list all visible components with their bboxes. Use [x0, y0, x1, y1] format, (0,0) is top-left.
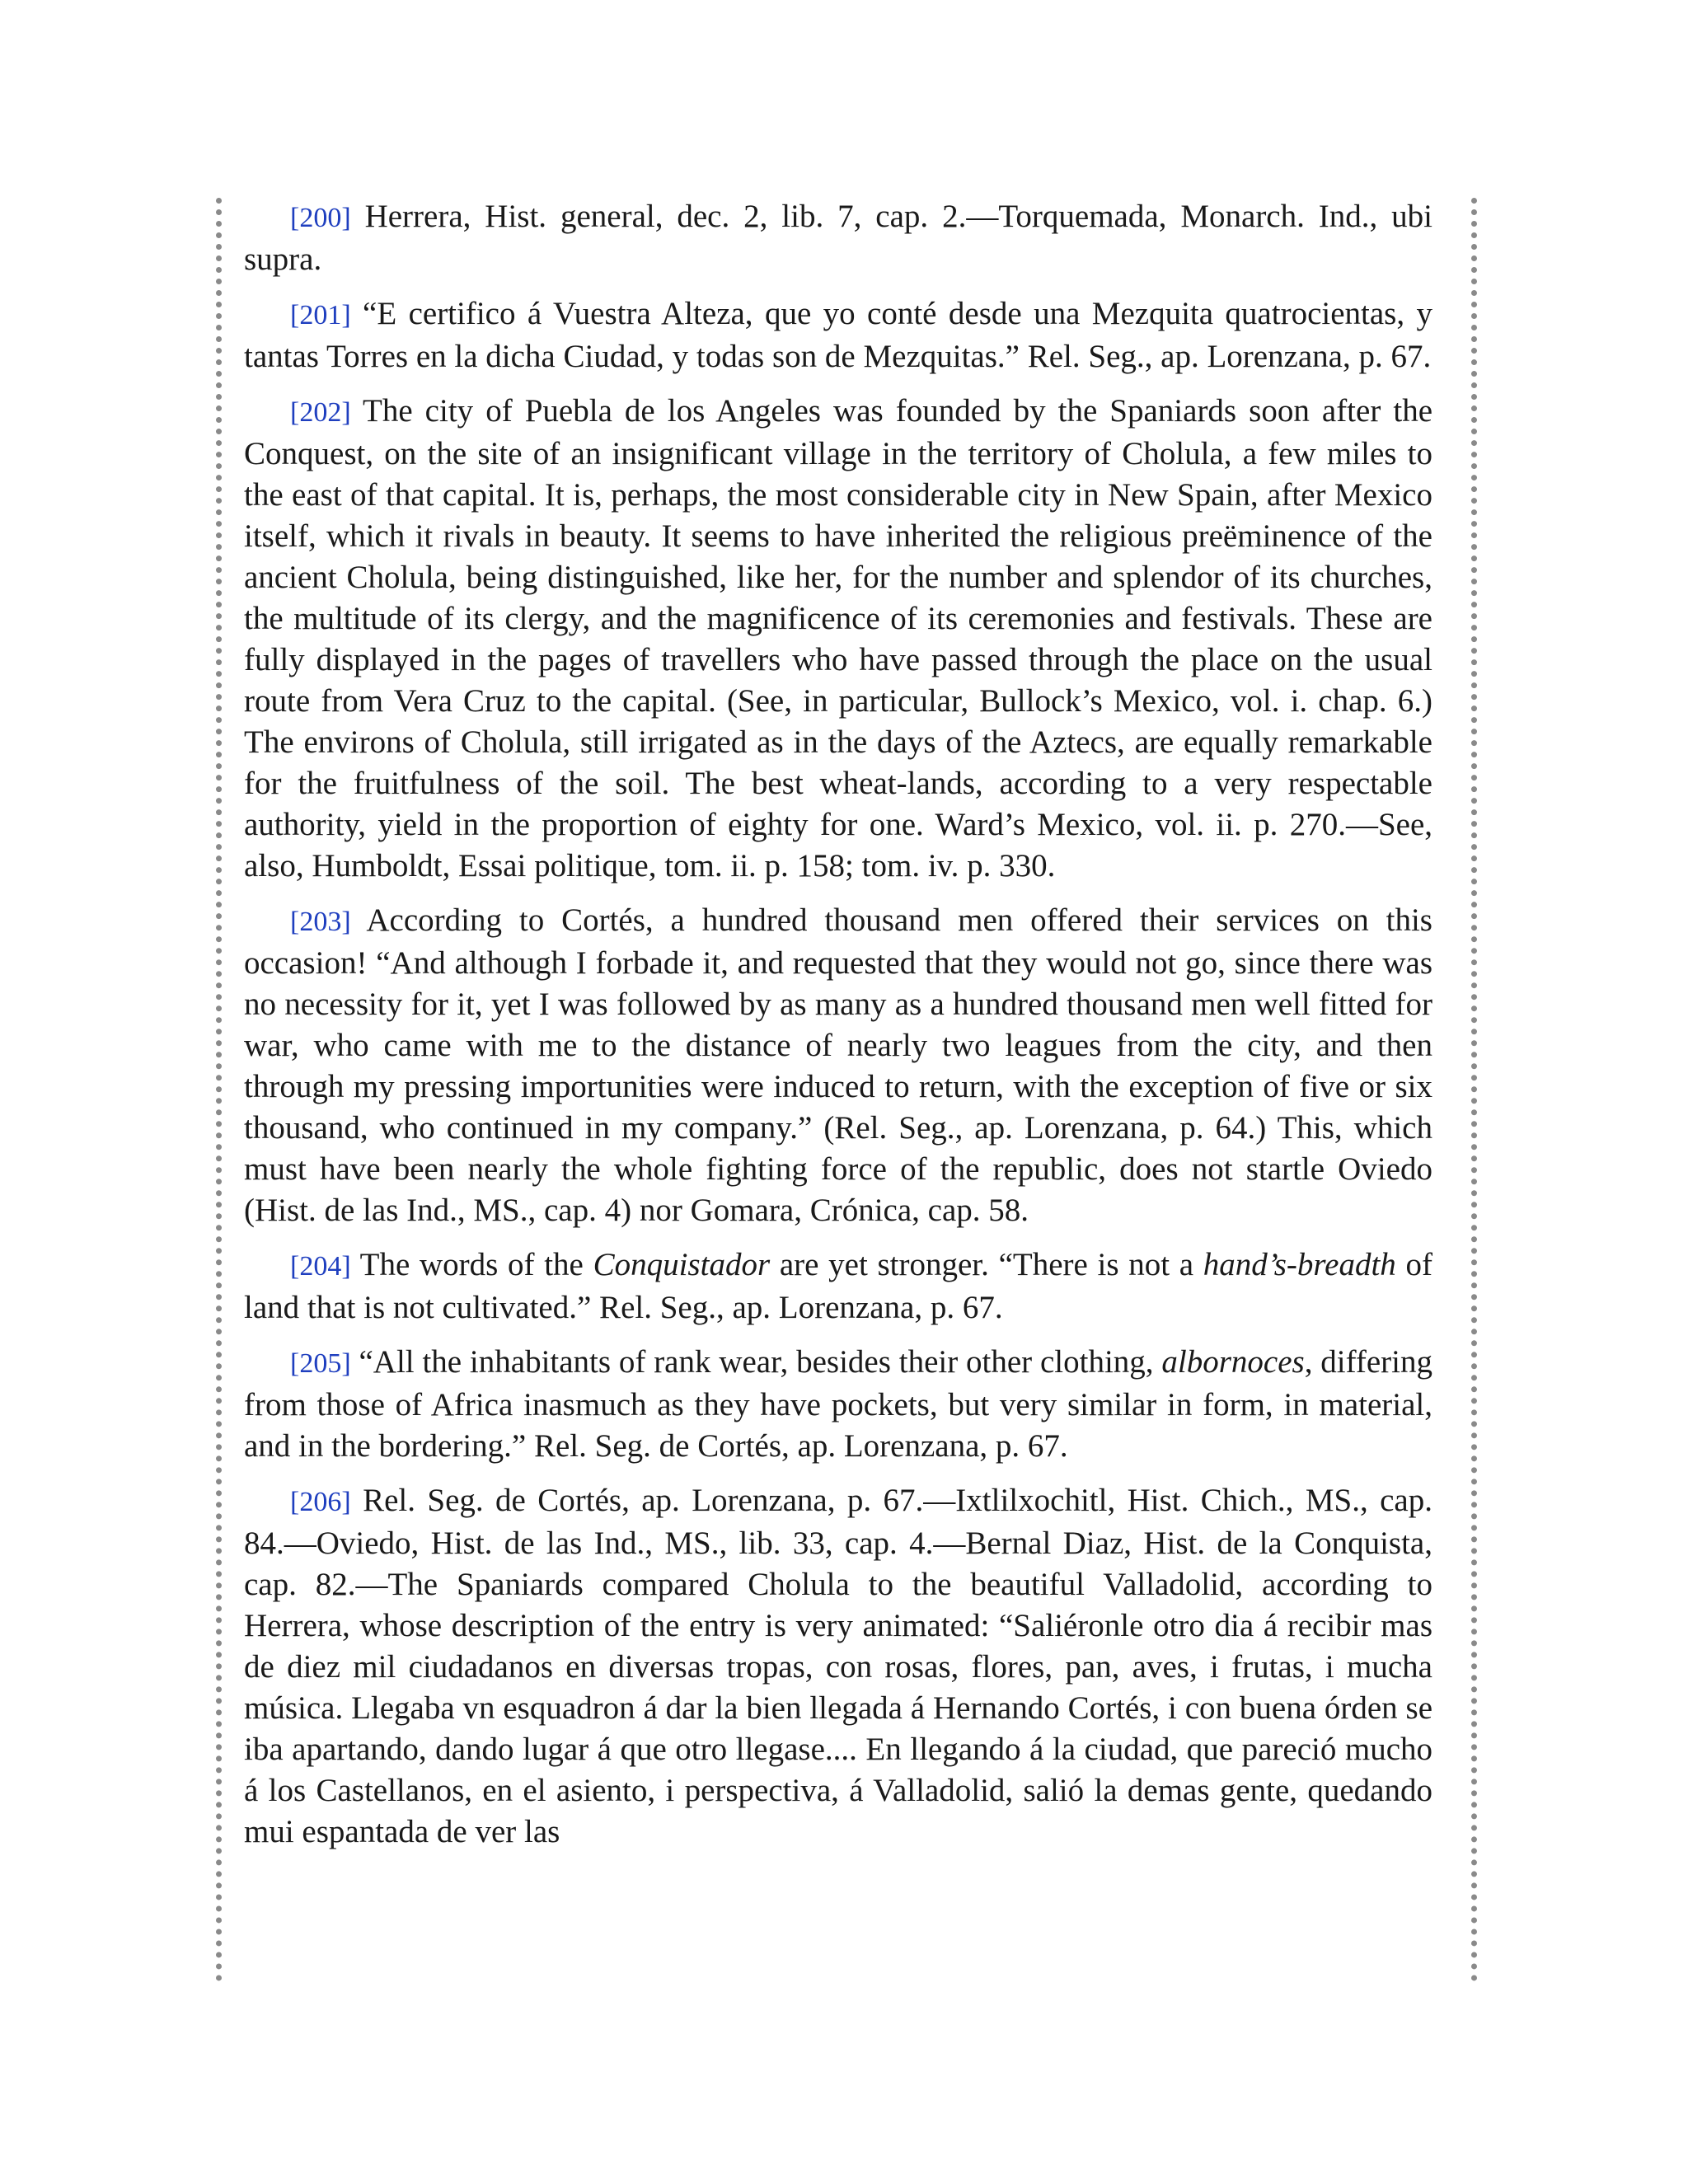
footnote: [244, 1480, 1432, 1853]
footnote-text: are yet stronger. “There is not a: [770, 1247, 1203, 1282]
footnote-text: of land that is not cultivated.” Rel. Seg., ap. Lorenzana, p. 67.: [244, 1247, 1432, 1325]
footnote-text: , differing from those of Africa inasmuch as they have pockets, but very similar in form, in material, and in the bordering.” Rel. Seg. de Cortés, ap. Lorenzana, p. 67.: [244, 1344, 1432, 1464]
footnote-text: “All the inhabitants of rank wear, besides their other clothing,: [359, 1344, 1162, 1380]
footnote-text: The words of the: [359, 1247, 593, 1282]
footnote-text: Herrera, Hist. general, dec. 2, lib. 7, cap. 2.—Torquemada, Monarch. Ind., ubi supra.: [244, 199, 1433, 277]
footnote: [244, 1342, 1432, 1467]
footnote-ref-link[interactable]: [202]: [290, 397, 351, 428]
footnote: [244, 391, 1432, 887]
footnote-text: Rel. Seg. de Cortés, ap. Lorenzana, p. 67.—Ixtlilxochitl, Hist. Chich., MS., cap. 84.—Oviedo, Hist. de las Ind., MS., lib. 33, cap. 4.—Bernal Diaz, Hist. de la Conquista, cap. 82.—The Spaniards compared Cholula to the beautiful Valladolid, according to Herrera, whose description of the entry is very animated: “Saliéronle otro dia á recibir mas de diez mil ciudadanos en diversas tropas, con rosas, flores, pan, aves, i frutas, i mucha música. Llegaba vn esquadron á dar la bien llegada á Hernando Cortés, i con buena órden se iba apartando, dando lugar á que otro llegase.... En llegando á la ciudad, que pareció mucho á los Castellanos, en el asiento, i perspectiva, á Valladolid, salió la demas gente, quedando mui espantada de ver las: [244, 1483, 1432, 1849]
footnote: [244, 293, 1432, 377]
footnote-ref-link[interactable]: [203]: [290, 907, 351, 937]
footnotes-section: [244, 196, 1432, 1866]
footnote-text: The city of Puebla de los Angeles was founded by the Spaniards soon after the Conquest, on the site of an insignificant village in the territory of Cholula, a few miles to the east of that capital. It is, perhaps, the most considerable city in New Spain, after Mexico itself, which it rivals in beauty. It seems to have inherited the religious preëminence of the ancient Cholula, being distinguished, like her, for the number and splendor of its churches, the multitude of its clergy, and the magnificence of its ceremonies and festivals. These are fully displayed in the pages of travellers who have passed through the place on the usual route from Vera Cruz to the capital. (See, in particular, Bullock’s Mexico, vol. i. chap. 6.) The environs of Cholula, still irrigated as in the days of the Aztecs, are equally remarkable for the fruitfulness of the soil. The best wheat-lands, according to a very respectable authority, yield in the proportion of eighty for one. Ward’s Mexico, vol. ii. p. 270.—See, also, Humboldt, Essai politique, tom. ii. p. 158; tom. iv. p. 330.: [244, 393, 1432, 883]
italic-text: hand’s-breadth: [1203, 1247, 1396, 1282]
footnote-ref-link[interactable]: [200]: [290, 203, 351, 233]
footnote-ref-link[interactable]: [205]: [290, 1348, 351, 1379]
footnote-ref-link[interactable]: [206]: [290, 1487, 351, 1517]
footnote: [244, 196, 1432, 280]
italic-text: Conquistador: [593, 1247, 771, 1282]
footnote-text: “E certifico á Vuestra Alteza, que yo conté desde una Mezquita quatrocientas, y tantas Torres en la dicha Ciudad, y todas son de Mezquitas.” Rel. Seg., ap. Lorenzana, p. 67.: [244, 296, 1432, 374]
footnote-ref-link[interactable]: [201]: [290, 300, 351, 330]
footnote-text: According to Cortés, a hundred thousand men offered their services on this occasion! “And although I forbade it, and requested that they would not go, since there was no necessity for it, yet I was followed by as many as a hundred thousand men well fitted for war, who came with me to the distance of nearly two leagues from the city, and then through my pressing importunities were induced to return, with the exception of five or six thousand, who continued in my company.” (Rel. Seg., ap. Lorenzana, p. 64.) This, which must have been nearly the whole fighting force of the republic, does not startle Oviedo (Hist. de las Ind., MS., cap. 4) nor Gomara, Crónica, cap. 58.: [244, 902, 1432, 1228]
footnote-ref-link[interactable]: [204]: [290, 1251, 351, 1282]
footnote: [244, 1244, 1432, 1329]
italic-text: albornoces: [1161, 1344, 1305, 1380]
footnote: [244, 900, 1432, 1231]
